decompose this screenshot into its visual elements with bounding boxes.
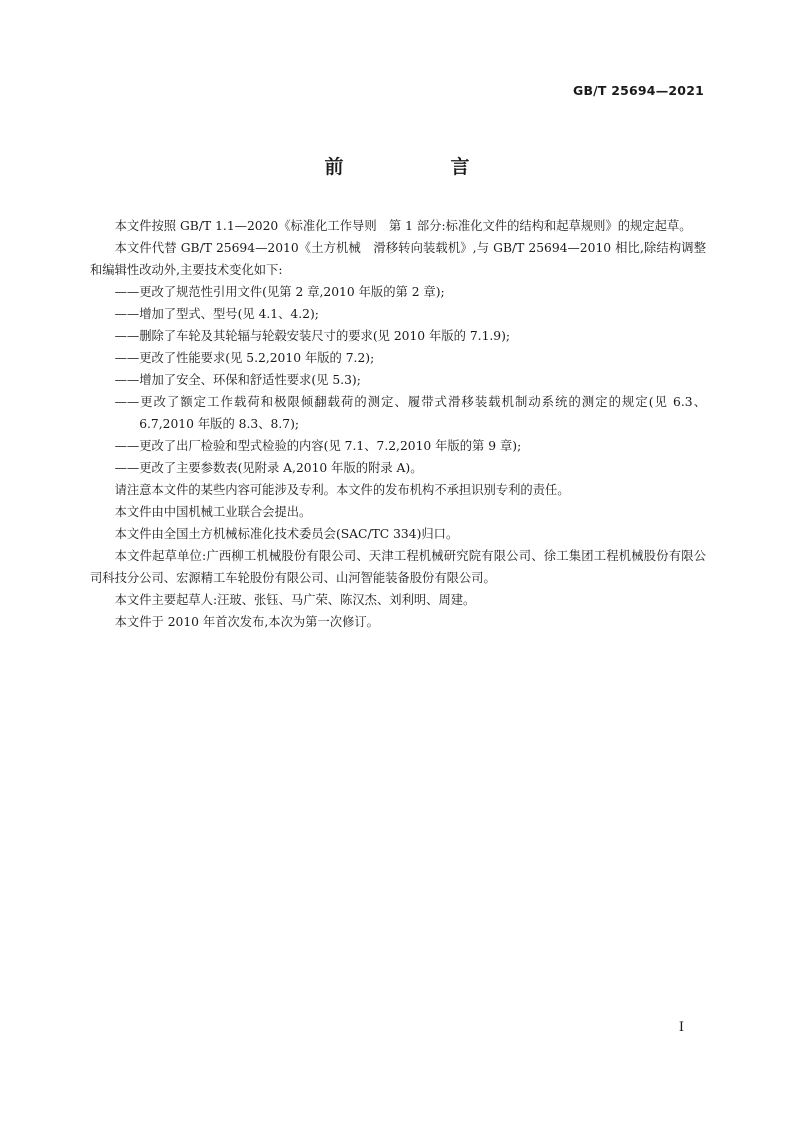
change-item: ——更改了额定工作载荷和极限倾翻载荷的测定、履带式滑移装载机制动系统的测定的规定(见 6.3、6.7,2010 年版的 8.3、8.7); xyxy=(114,395,706,431)
change-item: ——更改了出厂检验和型式检验的内容(见 7.1、7.2,2010 年版的第 9 章); xyxy=(114,439,522,453)
paragraph-replacement: 本文件代替 GB/T 25694—2010《土方机械 滑移转向装载机》,与 GB/T 25694—2010 相比,除结构调整和编辑性改动外,主要技术变化如下: xyxy=(90,241,706,277)
change-item: ——更改了规范性引用文件(见第 2 章,2010 年版的第 2 章); xyxy=(114,285,445,299)
paragraph-committee: 本文件由全国土方机械标准化技术委员会(SAC/TC 334)归口。 xyxy=(114,527,459,541)
change-item: ——更改了性能要求(见 5.2,2010 年版的 7.2); xyxy=(114,351,375,365)
paragraph-history: 本文件于 2010 年首次发布,本次为第一次修订。 xyxy=(114,615,379,629)
paragraph-patent-notice: 请注意本文件的某些内容可能涉及专利。本文件的发布机构不承担识别专利的责任。 xyxy=(114,483,570,497)
standard-code: GB/T 25694—2021 xyxy=(572,83,704,98)
page-number: I xyxy=(678,1020,684,1035)
paragraph-drafting-rules: 本文件按照 GB/T 1.1—2020《标准化工作导则 第 1 部分:标准化文件的结构和起草规则》的规定起草。 xyxy=(114,219,692,233)
change-item: ——更改了主要参数表(见附录 A,2010 年版的附录 A)。 xyxy=(114,461,423,475)
change-item: ——增加了安全、环保和舒适性要求(见 5.3); xyxy=(114,373,361,387)
page-title: 前 言 xyxy=(324,156,514,178)
change-item: ——增加了型式、型号(见 4.1、4.2); xyxy=(114,307,319,321)
paragraph-proposer: 本文件由中国机械工业联合会提出。 xyxy=(114,505,312,519)
foreword-body xyxy=(90,215,706,633)
paragraph-drafters: 本文件主要起草人:汪玻、张钰、马广荣、陈汉杰、刘利明、周建。 xyxy=(114,593,476,607)
change-item: ——删除了车轮及其轮辐与轮毂安装尺寸的要求(见 2010 年版的 7.1.9); xyxy=(114,329,511,343)
paragraph-drafting-units: 本文件起草单位:广西柳工机械股份有限公司、天津工程机械研究院有限公司、徐工集团工程机械股份有限公司科技分公司、宏源精工车轮股份有限公司、山河智能装备股份有限公司。 xyxy=(90,549,706,585)
